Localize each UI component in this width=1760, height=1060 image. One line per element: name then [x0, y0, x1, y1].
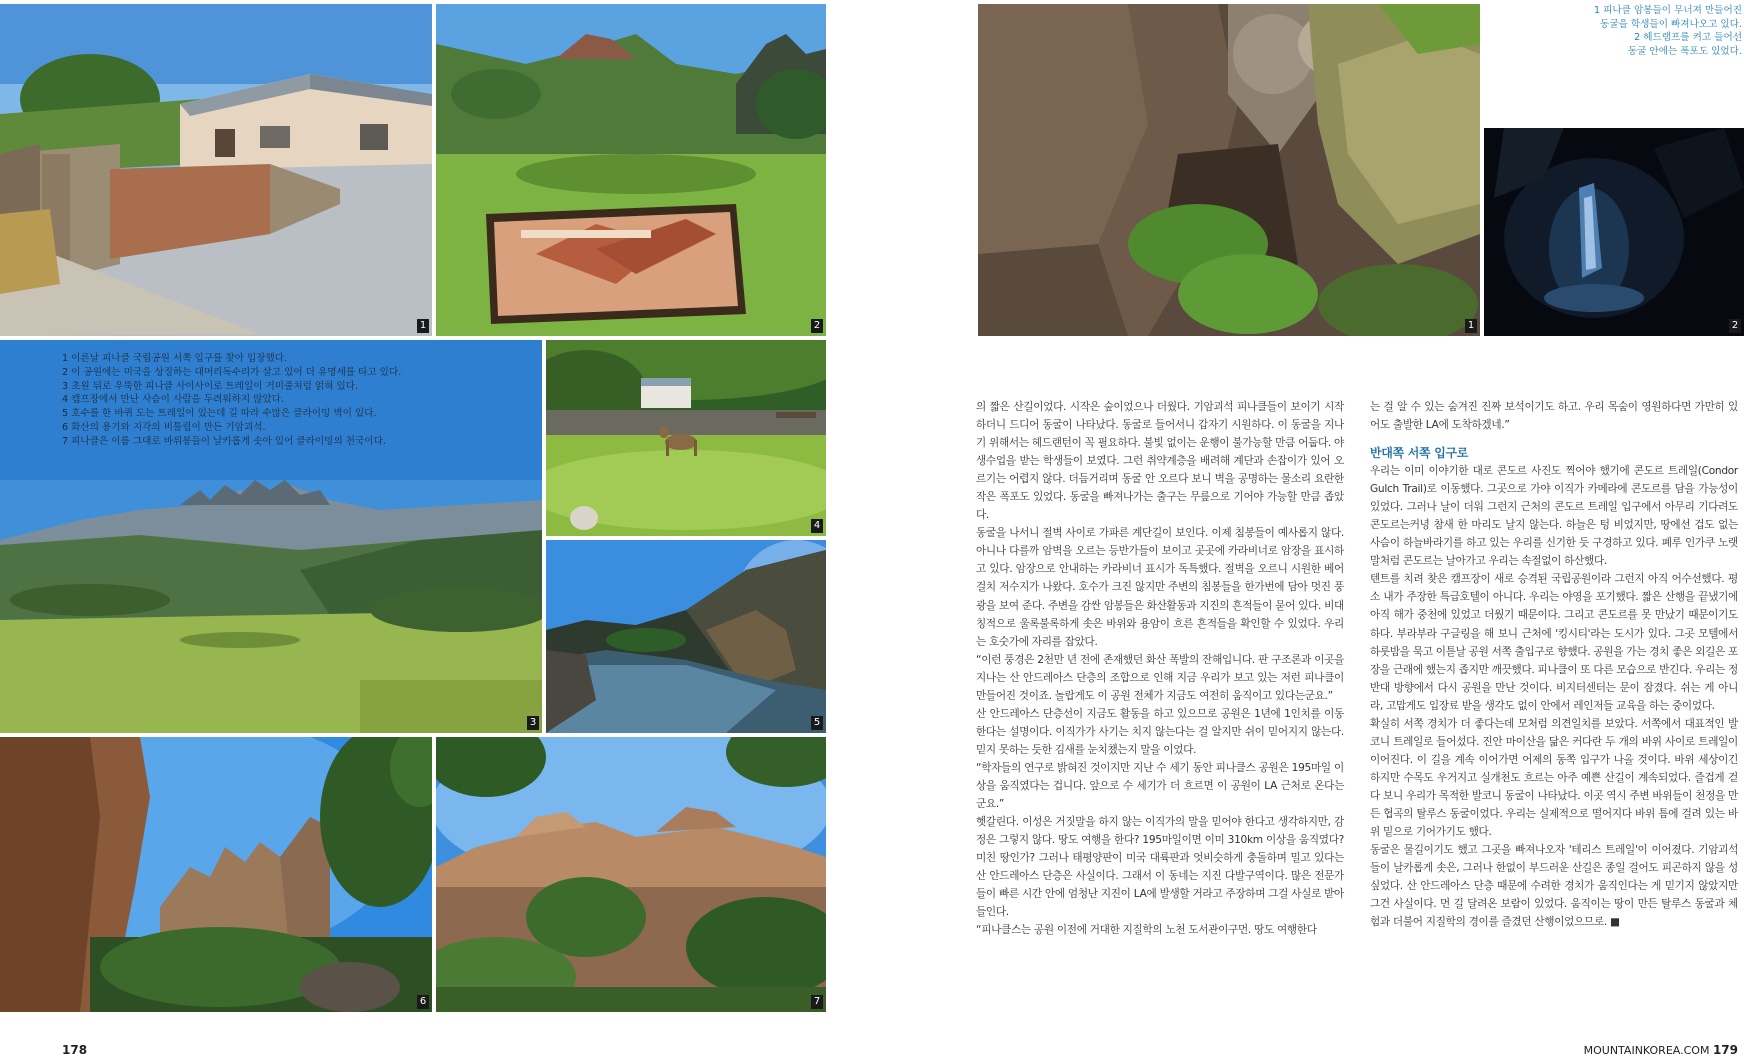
photo-rock-formations [436, 737, 826, 1012]
photo-cliff-rocks [0, 737, 432, 1012]
caption-line: 2 이 공원에는 미국을 상징하는 대머리독수리가 살고 있어 더 유명세를 타고 있다. [62, 366, 402, 378]
paragraph: 산 안드레아스 단층선이 지금도 활동을 하고 있으므로 공원은 1년에 1인치를 이동한다는 설명이다. 이직가가 사기는 치지 않는다는 걸 알지만 쉬이 믿어지지 않는다. 믿지 못하는 듯한 김새를 눈치챘는지 말을 이었다. [976, 707, 1344, 756]
photo-number: 5 [811, 716, 823, 730]
caption-line: 동굴을 학생들이 빠져나오고 있다. [1600, 18, 1742, 30]
paragraph: 우리는 이미 이야기한 대로 콘도르 사진도 찍어야 했기에 콘도르 트레일(Condor Gulch Trail)로 이동했다. 그곳으로 가야 이직가 카메라에 콘도르를 담을 가능성이 있었다. 그러나 날이 더워 그런지 근처의 콘도르 트레일 입구에서 아무리 기다려도 콘도르는커녕 참새 한 마리도 날지 않는다. 하늘은 텅 비었지만, 땅에선 겁도 없는 사슴이 하늘바라기를 하고 있는 우리를 신기한 듯 구경하고 있다. 폐루 인가쿠 노랫말처럼 콘도르는 날아가고 우리는 속절없이 하산했다. [1370, 465, 1738, 568]
page-number-right: 179 [1712, 1043, 1738, 1057]
caption-line: 2 헤드램프를 켜고 들어선 [1634, 32, 1742, 43]
caption-line: 7 피나클은 이름 그대로 바위봉들이 날카롭게 솟아 있어 클라이밍의 천국이다. [62, 435, 386, 447]
page-footer-right [1584, 1043, 1738, 1057]
caption-line: 3 초원 뒤로 우뚝한 피나클 사이사이로 트레일이 거미줄처럼 얽혀 있다. [62, 380, 359, 392]
article-column-1 [976, 398, 1344, 939]
photo-number: 4 [811, 519, 823, 533]
photo-number: 3 [527, 716, 539, 730]
caption-line: 동굴 안에는 폭포도 있었다. [1627, 45, 1742, 57]
section-heading: 반대쪽 서쪽 입구로 [1370, 446, 1469, 461]
photo-cave-waterfall [1484, 128, 1744, 336]
photo-cave-canyon [978, 4, 1480, 336]
paragraph [1370, 841, 1738, 931]
paragraph: “학자들의 연구로 밝혀진 것이지만 지난 수 세기 동안 피나클스 공원은 195마일 이상을 움직였다는 겁니다. 앞으로 수 세기가 더 흐르면 이 공원이 LA 근처로 온다는군요.” [976, 761, 1344, 811]
article-column-2 [1370, 398, 1738, 931]
photo-number: 7 [811, 995, 823, 1009]
paragraph: 동굴을 나서니 절벽 사이로 가파른 계단길이 보인다. 이제 침봉들이 예사롭지 않다. 아니나 다를까 암벽을 오르는 등반가들이 보이고 곳곳에 카라비너로 암장을 표시하고 있다. 암장으로 안내하는 카라비너 표시가 독특했다. 절벽을 오르니 시원한 베어걸치 저수지가 나왔다. 호수가 크진 않지만 주변의 침봉들을 한가번에 담아 멋진 풍광을 보여 준다. 주변을 감싼 암봉들은 화산활동과 지진의 흔적들이 묻어 있다. 비대칭적으로 울록불록하게 솟은 바위와 용암이 흐른 흔적들을 확인할 수 있었다. 우리는 호숫가에 자리를 잡았다. [976, 527, 1344, 648]
paragraph: “피나클스는 공원 이전에 거대한 지질학의 노천 도서관이구먼. 땅도 여행한다 [976, 924, 1317, 937]
paragraph-text: 동굴은 물길이기도 했고 그곳을 빠져나오자 '테리스 트레일'이 이어졌다. 기암괴석들이 날카롭게 솟은, 그러나 한없이 부드러운 산길은 종일 걸어도 피곤하지 않을 성싶었다. 산 안드레아스 단층 때문에 수려한 경치가 움직인다는 게 믿기지 않았지만 그건 사실이다. 먼 길 달려온 보람이 있었다. 움직이는 땅이 만든 탈루스 동굴과 체험과 더불어 지질학의 경이를 즐겼던 산행이었으므로. [1370, 844, 1738, 929]
page-number-left: 178 [62, 1043, 88, 1057]
photo-number: 1 [1465, 319, 1477, 333]
paragraph: 텐트를 치려 찾은 캠프장이 새로 승격된 국립공원이라 그런지 아직 어수선했다. 평소 내가 주장한 특급호텔이 아니다. 우리는 야영을 포기했다. 짧은 산행을 끝냈기에 아직 해가 중천에 있었고 더웠기 때문이다. 그리고 콘도르를 못 만났기 때문이기도 하다. 부라부라 구글링을 해 보니 근처에 '킹시티'라는 도시가 있다. 그곳 모텔에서 하룻밤을 묵고 이튿날 공원 서쪽 출입구로 향했다. 공원을 가는 경치 좋은 외길은 포장을 근래에 했는지 좁지만 깨끗했다. 피나클이 또 다른 모습으로 반긴다. 우리는 정반대 방향에서 다시 공원을 만난 것이다. 비지터센터는 문이 잠겼다. 쉬는 게 아니라, 고맙게도 입장료 받을 생각도 없이 안에서 레인저들 교육을 하는 중이었다. [1370, 573, 1738, 712]
caption-line: 6 화산의 용기와 지각의 비틀림이 만든 기암괴석. [62, 421, 266, 433]
paragraph: 의 짧은 산길이었다. 시작은 숲이었으나 더웠다. 기암괴석 피나클들이 보이기 시작하더니 드디어 동굴이 나타났다. 동굴로 들어서니 갑자기 시원하다. 이 동굴을 지나기 위해서는 헤드랜턴이 꼭 필요하다. 불빛 없이는 운행이 불가능할 만큼 어둡다. 야생수업을 받는 학생들이 보였다. 그런 취약계층을 배려해 계단과 손잡이가 있어 오르기는 어렵지 않다. 더듬거리며 동굴 안 오르다 보니 벽을 공명하는 물소리 요란한 작은 폭포도 있었다. 동굴을 빠져나가는 출구는 무릎으로 기어야 가능할 만큼 좁았다. [976, 401, 1344, 522]
site-name: MOUNTAINKOREA.COM [1583, 1044, 1710, 1057]
photo-number: 6 [417, 995, 429, 1009]
caption-line: 1 이른날 피나클 국립공원 서쪽 입구를 찾아 입장했다. [62, 353, 288, 364]
paragraph: “이런 풍경은 2천만 년 전에 존재했던 화산 폭발의 잔해입니다. 판 구조론과 이곳을 지나는 산 안드레아스 단층의 조합으로 인해 지금 우리가 보고 있는 저런 피나클이 만들어진 것이죠. 놀랍게도 이 공원 전체가 지금도 여전히 움직이고 있다는군요.” [976, 653, 1344, 702]
photo-number: 2 [811, 319, 823, 333]
caption-line: 4 캠프장에서 만난 사슴이 사람을 두려워하지 않았다. [62, 394, 285, 406]
caption-line: 1 피나클 암봉들이 무너져 만들어진 [1593, 5, 1742, 16]
caption-line: 5 호수를 한 바퀴 도는 트레일이 있는데 길 따라 수많은 클라이밍 벽이 있다. [62, 408, 377, 420]
photo-number: 1 [417, 319, 429, 333]
paragraph: 확실히 서쪽 경치가 더 좋다는데 모처럼 의견일치를 보았다. 서쪽에서 대표적인 발코니 트레일로 들어섰다. 진안 마이산을 닮은 커다란 두 개의 바위 사이로 트레일이 이어진다. 이 길을 계속 이어가면 어제의 동쪽 입구가 나올 것이다. 바위 세상이긴 하지만 수목도 우거지고 실개천도 흐르는 아주 예쁜 산길이 계속되었다. 즐겁게 걷다 보니 우리가 목적한 발코니 동굴이 나타났다. 이곳 역시 주변 바위들이 천정을 만든 협곡의 탈루스 동굴이었다. 우리는 실제적으로 떨어지다 바위 틈에 걸려 있는 바위 밑으로 기어가기도 했다. [1370, 717, 1738, 839]
photo-number: 2 [1729, 319, 1741, 333]
paragraph: 는 걸 알 수 있는 숨겨진 진짜 보석이기도 하고. 우리 목숨이 영원하다면 가만히 있어도 출발한 LA에 도착하겠네.” [1370, 401, 1738, 432]
photo-lake-rocks [546, 540, 826, 733]
photo-visitor-center [0, 4, 432, 336]
photo-condor-sign [436, 4, 826, 336]
end-mark: ■ [1610, 916, 1620, 929]
paragraph: 헷갈린다. 이성은 거짓말을 하지 않는 이직가의 말을 믿어야 한다고 생각하지만, 감정은 그렇지 않다. 땅도 여행을 한다? 195마일이면 이미 310km 이상을 움직였다? 미친 땅인가? 그러나 태평양판이 미국 대륙판과 엇비슷하게 충돌하며 밀고 있다는 산 안드레아스 단층은 사실이다. 그래서 이 동네는 지진 다발구역이다. 많은 전문가들이 빠른 시간 안에 엄청난 지진이 LA에 발생할 거라고 주장하며 그걸 사실로 받아들인다. [976, 816, 1344, 919]
photo-captions [62, 352, 482, 449]
photo-campground-deer [546, 340, 826, 536]
photo-captions-right [1502, 4, 1742, 58]
